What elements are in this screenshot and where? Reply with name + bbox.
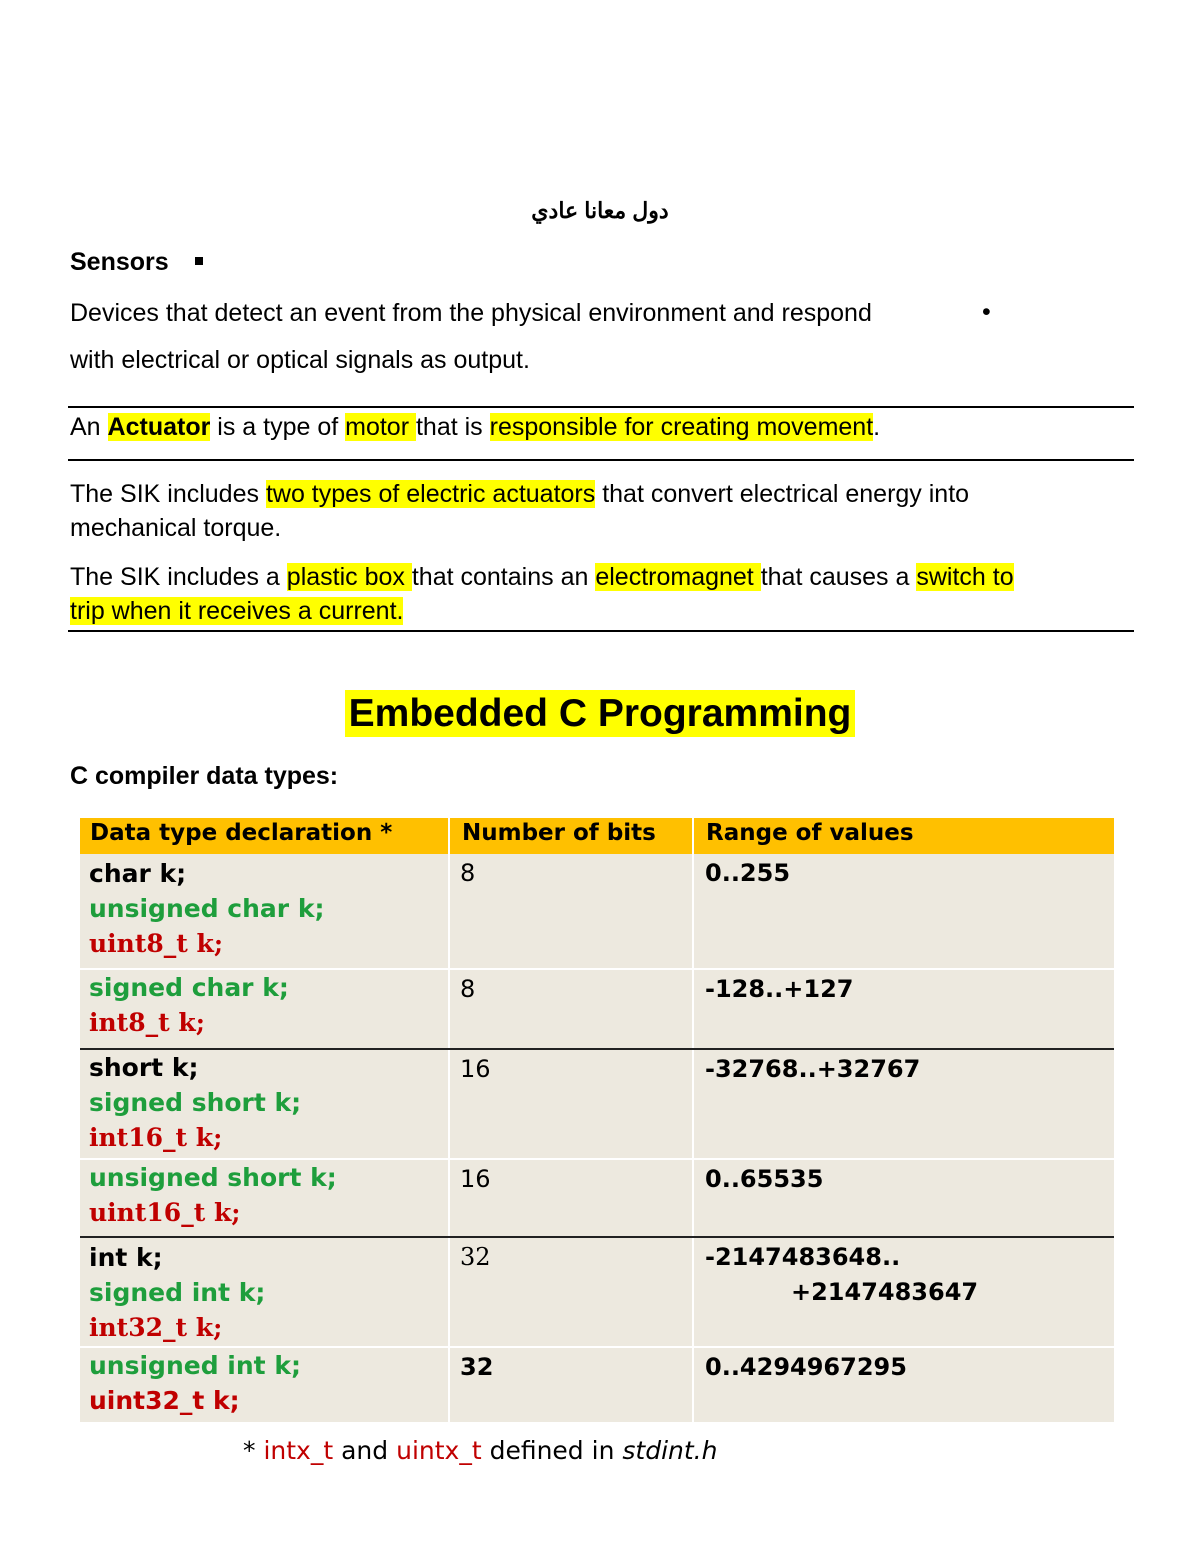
text-run: intx_t bbox=[263, 1436, 334, 1465]
header-range: Range of values bbox=[706, 820, 914, 846]
highlight-switch: switch to bbox=[916, 563, 1014, 591]
decl-line: signed char k; bbox=[89, 973, 289, 1002]
decl-line: int k; bbox=[89, 1243, 163, 1272]
decl-line: short k; bbox=[89, 1053, 199, 1082]
text-run: that contains an bbox=[411, 563, 596, 591]
decl-line: uint8_t k; bbox=[89, 929, 224, 958]
decl-line: unsigned char k; bbox=[89, 894, 325, 923]
range-value: -2147483648.. bbox=[705, 1243, 901, 1271]
bits-value: 8 bbox=[460, 859, 476, 887]
table-header bbox=[80, 818, 1114, 854]
text-run: The SIK includes bbox=[70, 480, 266, 508]
highlight-plastic-box: plastic box bbox=[286, 563, 412, 591]
sik-relay-paragraph bbox=[70, 560, 1140, 628]
text-run: defined in bbox=[481, 1436, 623, 1465]
highlight-actuator-types: two types of electric actuators bbox=[265, 480, 596, 508]
highlight-actuator: Actuator bbox=[107, 413, 211, 441]
text-run: that is bbox=[415, 413, 490, 441]
text-run: that causes a bbox=[760, 563, 917, 591]
section-subheading: C compiler data types: bbox=[70, 762, 339, 790]
bits-value: 8 bbox=[460, 975, 476, 1003]
sensors-description-line1: Devices that detect an event from the physical environment and respond bbox=[70, 299, 872, 327]
range-value: -128..+127 bbox=[705, 975, 854, 1003]
divider bbox=[68, 459, 1134, 461]
table-row bbox=[80, 1238, 1114, 1346]
sik-actuators-paragraph bbox=[70, 477, 1140, 545]
actuator-definition bbox=[70, 410, 880, 444]
decl-line: signed short k; bbox=[89, 1088, 302, 1117]
table-row bbox=[80, 970, 1114, 1048]
highlight-trip: trip when it receives a current. bbox=[70, 597, 404, 625]
highlight-motor: motor bbox=[345, 413, 416, 441]
sensors-heading bbox=[70, 248, 203, 277]
table-row bbox=[80, 1050, 1114, 1158]
decl-line: int8_t k; bbox=[89, 1008, 205, 1037]
decl-line: char k; bbox=[89, 859, 187, 888]
range-value: +2147483647 bbox=[791, 1278, 979, 1306]
text-run: * bbox=[243, 1436, 264, 1465]
bits-value: 32 bbox=[460, 1243, 491, 1271]
text-run: . bbox=[873, 413, 881, 441]
range-value: 0..4294967295 bbox=[705, 1353, 907, 1381]
range-value: -32768..+32767 bbox=[705, 1055, 921, 1083]
text-run: stdint.h bbox=[622, 1436, 718, 1465]
square-bullet-icon bbox=[195, 257, 203, 265]
bits-value: 16 bbox=[460, 1165, 491, 1193]
text-run: and bbox=[333, 1436, 397, 1465]
text-run: The SIK includes a bbox=[70, 563, 287, 591]
text-run: that convert electrical energy into bbox=[595, 480, 970, 508]
divider bbox=[68, 406, 1134, 408]
header-declaration: Data type declaration * bbox=[90, 820, 393, 846]
decl-line: signed int k; bbox=[89, 1278, 266, 1307]
arabic-note: دول معانا عادي bbox=[531, 198, 669, 223]
bits-value: 16 bbox=[460, 1055, 491, 1083]
range-value: 0..65535 bbox=[705, 1165, 824, 1193]
page-title bbox=[0, 692, 1200, 736]
text-run: mechanical torque. bbox=[70, 514, 282, 542]
table-row bbox=[80, 854, 1114, 968]
decl-line: int16_t k; bbox=[89, 1123, 223, 1152]
table-footnote bbox=[243, 1436, 717, 1465]
sensors-title: Sensors bbox=[70, 248, 169, 276]
decl-line: unsigned int k; bbox=[89, 1351, 301, 1380]
bits-value: 32 bbox=[460, 1353, 494, 1381]
highlight-movement: responsible for creating movement bbox=[489, 413, 874, 441]
decl-line: uint16_t k; bbox=[89, 1198, 241, 1227]
text-run: is a type of bbox=[210, 413, 346, 441]
table-row bbox=[80, 1160, 1114, 1236]
header-bits: Number of bits bbox=[462, 820, 656, 846]
decl-line: int32_t k; bbox=[89, 1313, 223, 1342]
bullet-icon: • bbox=[982, 298, 991, 326]
divider bbox=[68, 630, 1134, 632]
decl-line: uint32_t k; bbox=[89, 1386, 240, 1415]
highlight-electromagnet: electromagnet bbox=[595, 563, 761, 591]
page-title-text: Embedded C Programming bbox=[345, 690, 856, 737]
decl-line: unsigned short k; bbox=[89, 1163, 337, 1192]
table-row bbox=[80, 1348, 1114, 1422]
sensors-description-line2: with electrical or optical signals as output. bbox=[70, 346, 530, 374]
text-run: An bbox=[70, 413, 108, 441]
text-run: uintx_t bbox=[396, 1436, 482, 1465]
range-value: 0..255 bbox=[705, 859, 791, 887]
